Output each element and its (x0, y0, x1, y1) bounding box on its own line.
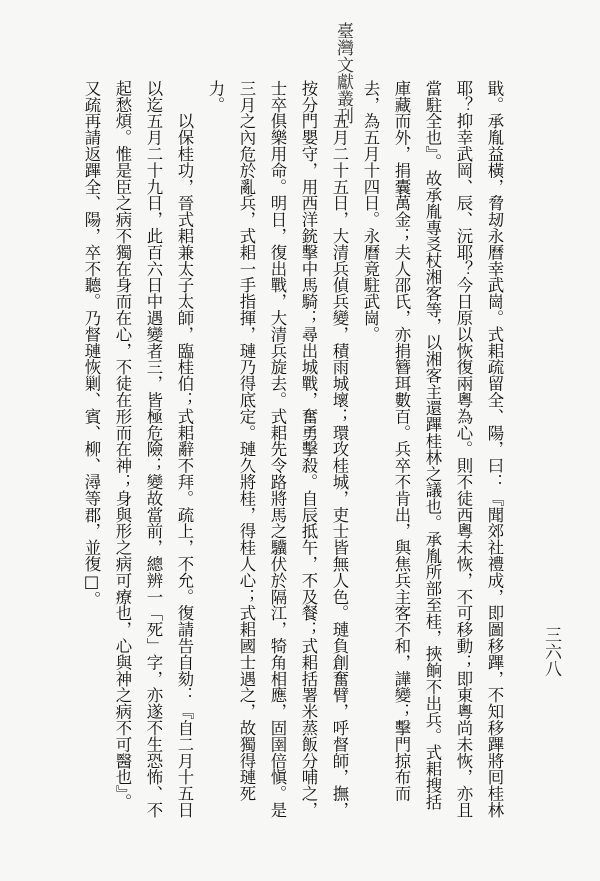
body-text (70, 80, 510, 820)
paragraph-3: 以保桂功，晉式耜兼太子太師，臨桂伯；式耜辭不拜。疏上，不允。復請告自劾：『自二月十五日以迄五月二十九日，此百六日中遇變者三，皆極危險；變故當前，總辨一「死」字，亦遂不生恐怖、不起愁煩。惟是臣之病不獨在身而在心，不徒在形而在神；身與形之病可療也，心與神之病不可醫也』。又疏再請返蹕全、陽，卒不聽。乃督璉恢剿、賓、柳、潯等郡，並復□。 (82, 80, 194, 819)
running-header: 臺灣文獻叢刊 (333, 22, 353, 124)
page-number: 三六八 (541, 626, 561, 677)
paragraph-1: 戢。承胤益橫，脅刼永曆幸武崗。式耜疏留全、陽，曰：『聞郊社禮成，即圖移蹕，不知移蹕將囘桂林耶？抑幸武岡、辰、沅耶？今日原以恢復兩粵為心。則不徒西粵未恢，不可移動；即東粵尚未恢，亦且當駐全也』。故承胤專㕛杖湘客等，以湘客主還蹕桂林之議也。承胤所部至桂，挾餉不出兵。式耜搜括庫藏而外，捐囊萬金；夫人邵氏，亦捐簪珥數百。兵卒不肯出，與焦兵主客不和，譁變；擊門掠布而去，為五月十四日。永曆竟駐武崗。 (361, 80, 504, 818)
paragraph-2: 五月二十五日，大清兵偵兵變，積雨城壞；環攻桂城，吏士皆無人色。璉負創奮臂，呼督師，撫，按分門嬰守，用西洋銃擊中馬騎；尋出城戰，奮勇擊殺。自辰抵午，不及餐；式耜括署米蒸飯分哺之，士卒俱樂用命。明日，復出戰，大清兵旋去。式耜先令路將馬之驥伏於隔江，犄角相應，固圉倍愼。是三月之內危於亂兵，式耜一手指揮，璉乃得底定。璉久將桂，得桂人心；式耜國士遇之，故獨得璉死力。 (206, 80, 349, 819)
